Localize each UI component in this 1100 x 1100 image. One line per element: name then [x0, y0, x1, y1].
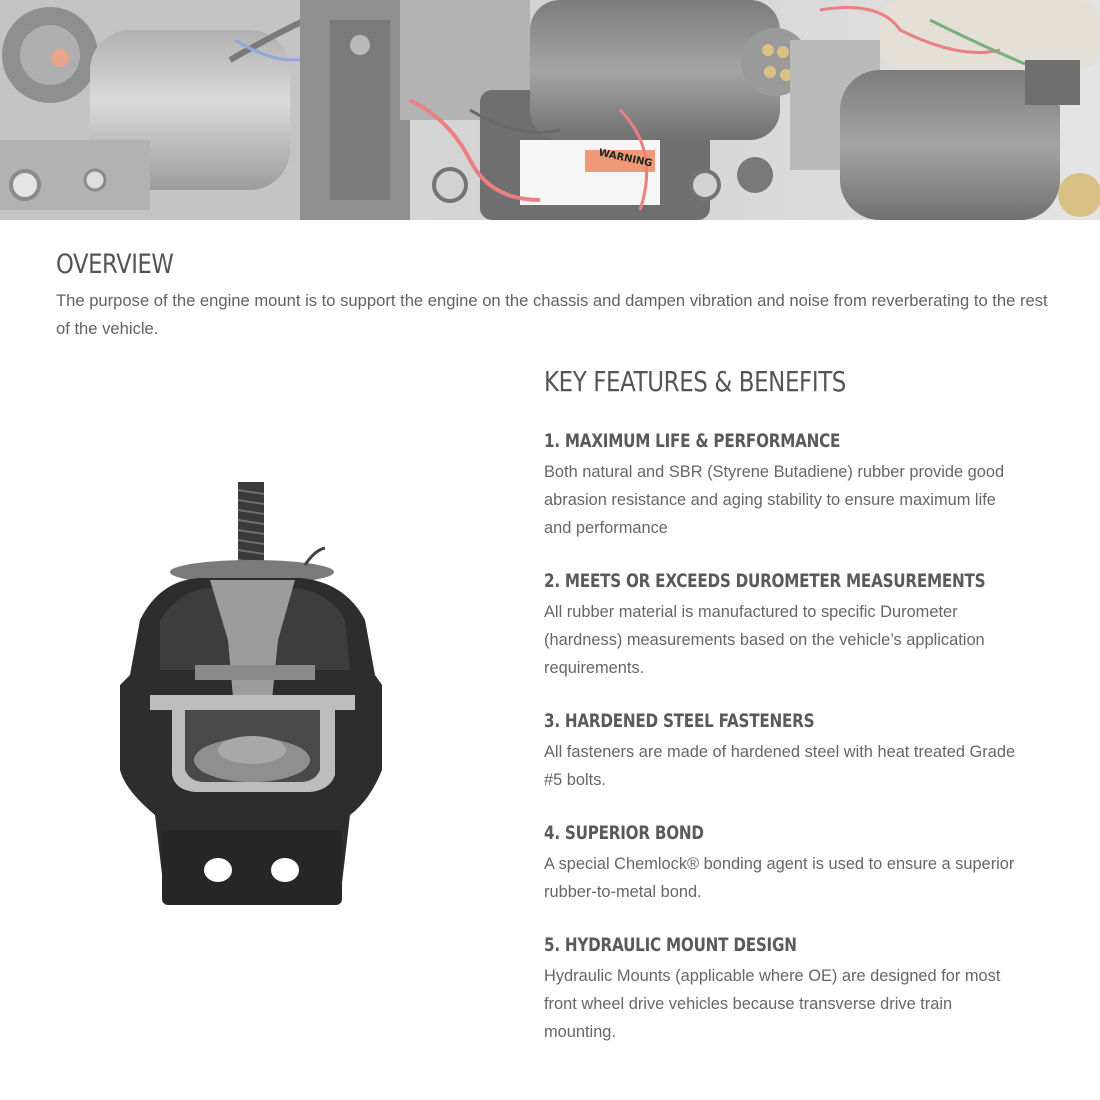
feature-item-superior-bond: [544, 818, 1024, 906]
overview-title: OVERVIEW: [56, 249, 174, 280]
feature-heading: 2. MEETS OR EXCEEDS DUROMETER MEASUREMENTS: [544, 570, 986, 592]
feature-heading: 1. MAXIMUM LIFE & PERFORMANCE: [544, 430, 841, 452]
feature-heading: 5. HYDRAULIC MOUNT DESIGN: [544, 934, 797, 956]
feature-heading: 4. SUPERIOR BOND: [544, 822, 704, 844]
feature-item-hydraulic-mount: [544, 930, 1024, 1046]
warning-label: WARNING: [597, 147, 654, 170]
feature-text: Both natural and SBR (Styrene Butadiene) rubber provide good abrasion resistance and aging stability to ensure maximum life and performance: [544, 463, 1005, 537]
overview-text: The purpose of the engine mount is to support the engine on the chassis and dampen vibration and noise from reverberating to the rest of the vehicle.: [56, 291, 1048, 338]
engine-mount-illustration: [100, 470, 400, 920]
features-title: KEY FEATURES & BENEFITS: [544, 365, 846, 398]
feature-item-durometer: [544, 566, 1024, 682]
hero-banner-image: [0, 0, 1100, 220]
feature-heading: 3. HARDENED STEEL FASTENERS: [544, 710, 815, 732]
machinery-photo: [0, 0, 1100, 220]
feature-text: A special Chemlock® bonding agent is used to ensure a superior rubber-to-metal bond.: [544, 855, 1015, 901]
feature-item-maximum-life: [544, 426, 1024, 542]
feature-item-steel-fasteners: [544, 706, 1024, 794]
feature-text: All rubber material is manufactured to specific Durometer (hardness) measurements based on the vehicle’s application requirements.: [544, 603, 985, 677]
feature-text: Hydraulic Mounts (applicable where OE) are designed for most front wheel drive vehicles because transverse drive train mounting.: [544, 967, 1001, 1041]
feature-text: All fasteners are made of hardened steel with heat treated Grade #5 bolts.: [544, 743, 1016, 789]
engine-mount-product-image: [100, 470, 400, 920]
